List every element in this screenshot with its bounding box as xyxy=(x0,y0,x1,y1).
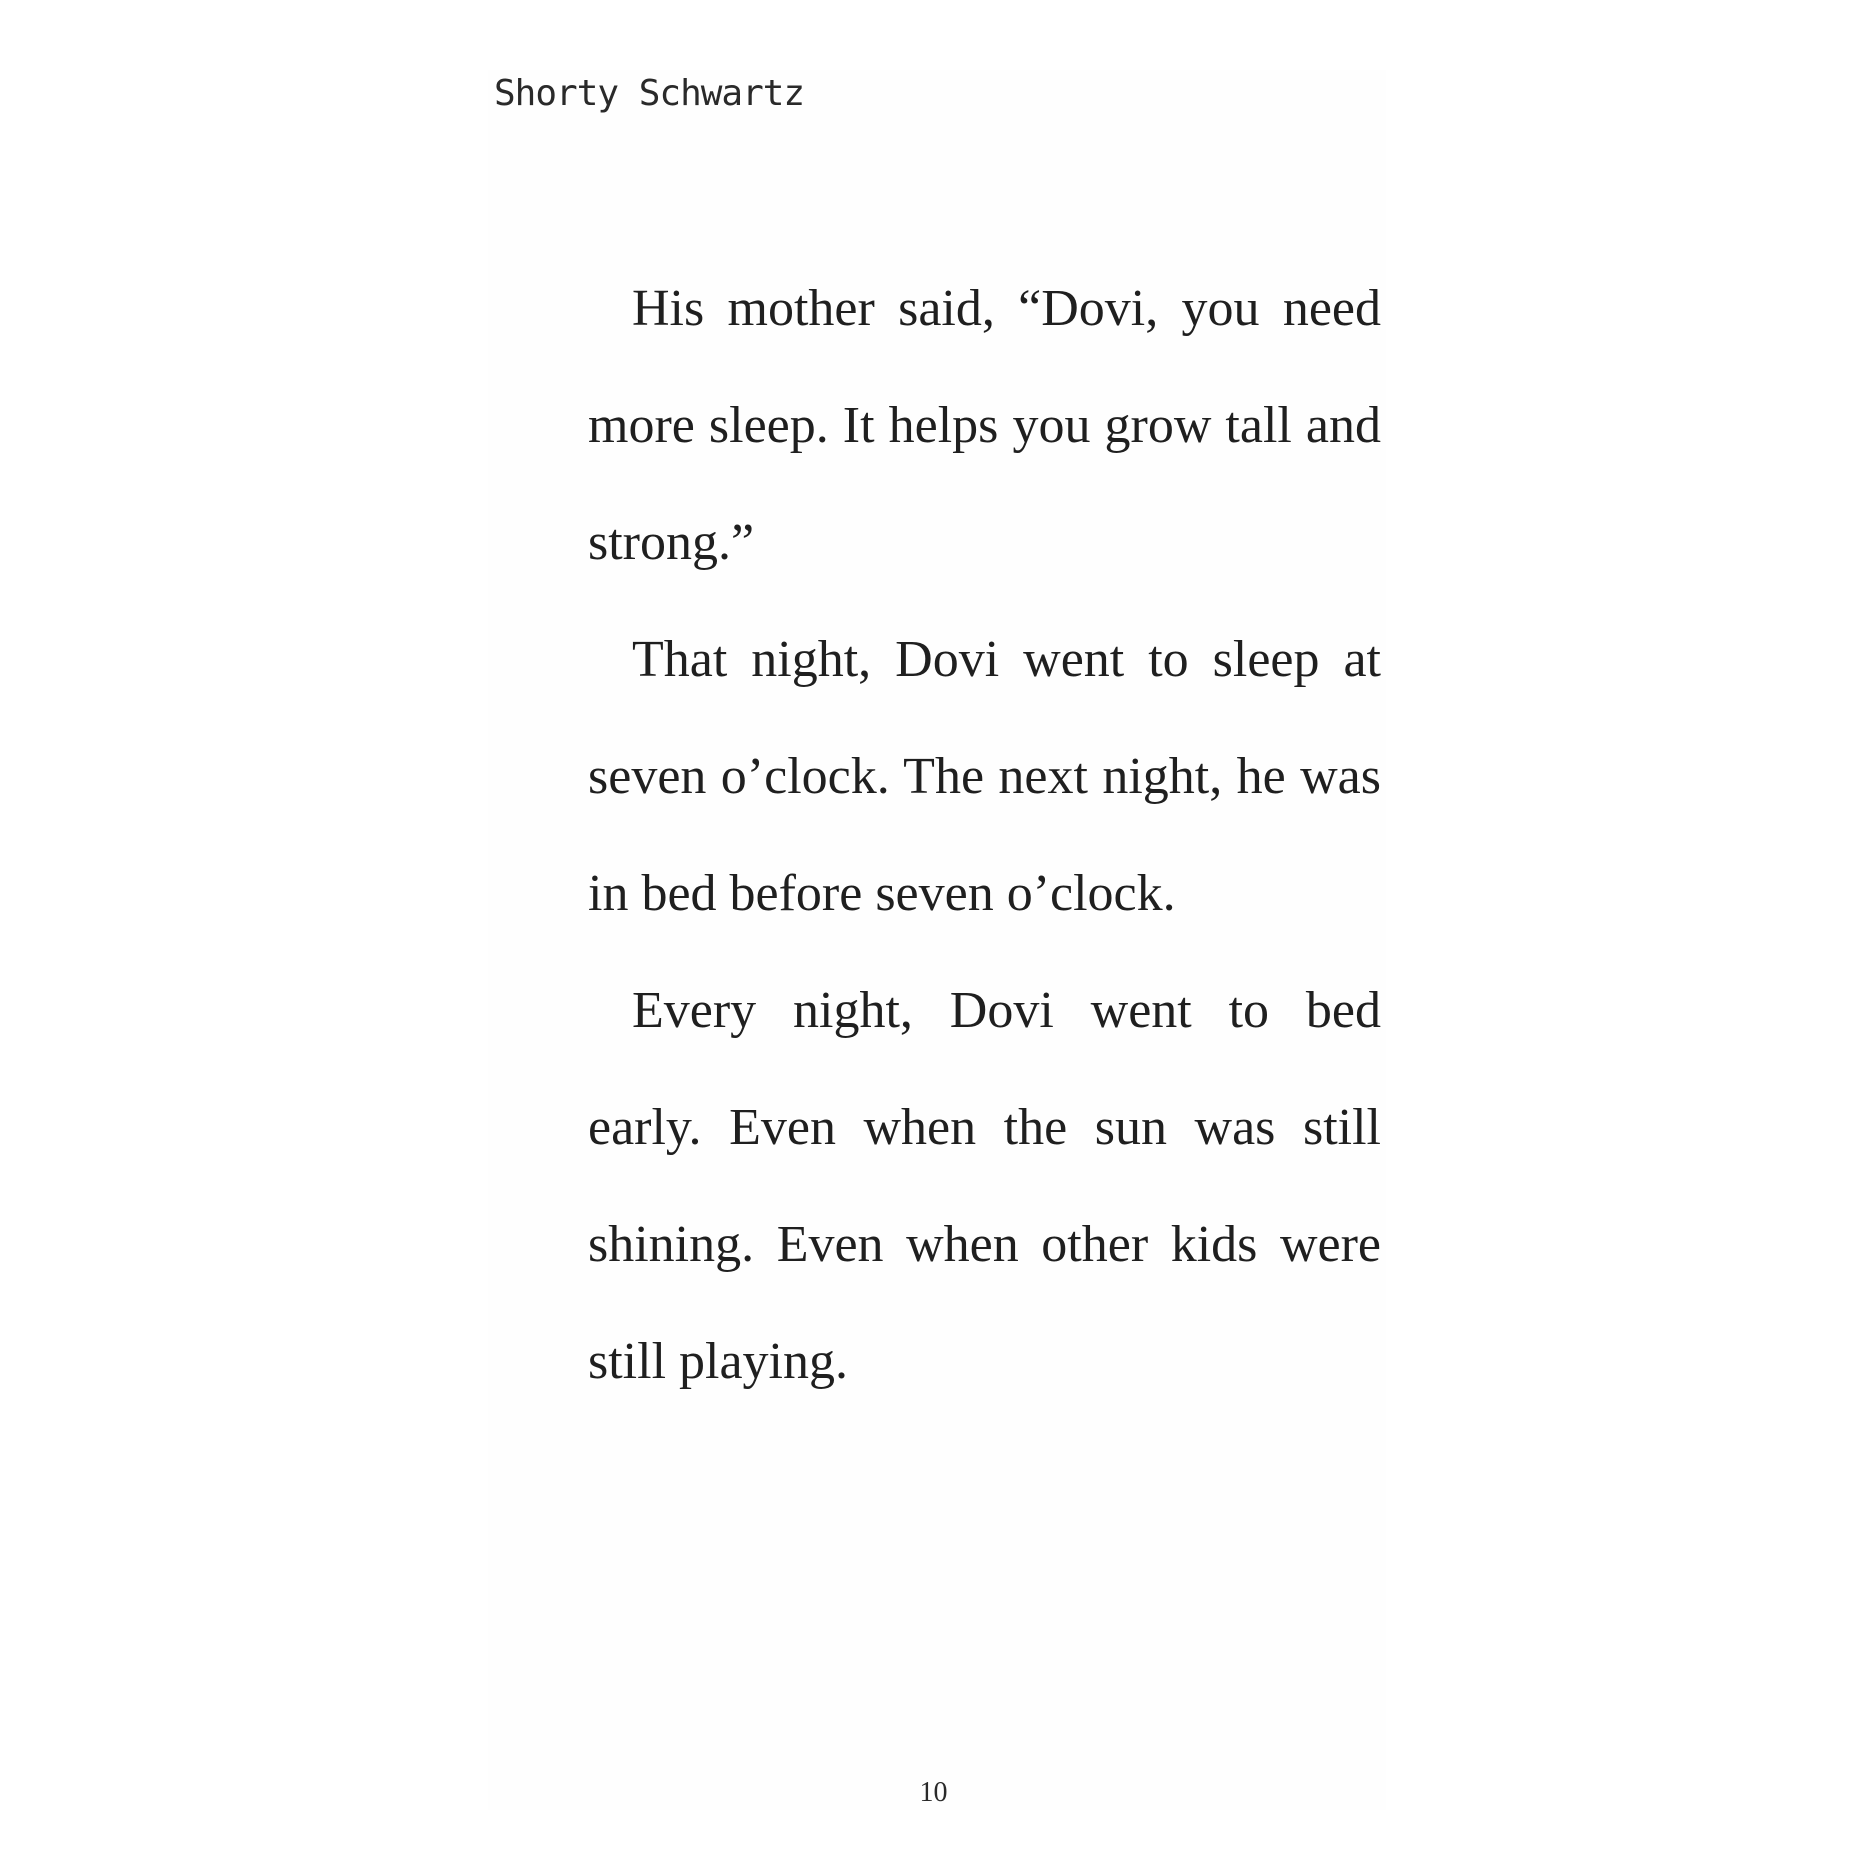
page-number: 10 xyxy=(919,1777,948,1808)
running-header-title: Shorty Schwartz xyxy=(494,73,805,114)
paragraph-3: Every night, Dovi went to bed early. Even when the sun was still shining. Even when other kids were still playing. xyxy=(588,982,1381,1390)
paragraph-1: His mother said, “Dovi, you need more sleep. It helps you grow tall and strong.” xyxy=(588,280,1381,571)
body-text xyxy=(588,250,1381,1420)
paragraph-2: That night, Dovi went to sleep at seven o’clock. The next night, he was in bed before seven o’clock. xyxy=(588,631,1381,922)
